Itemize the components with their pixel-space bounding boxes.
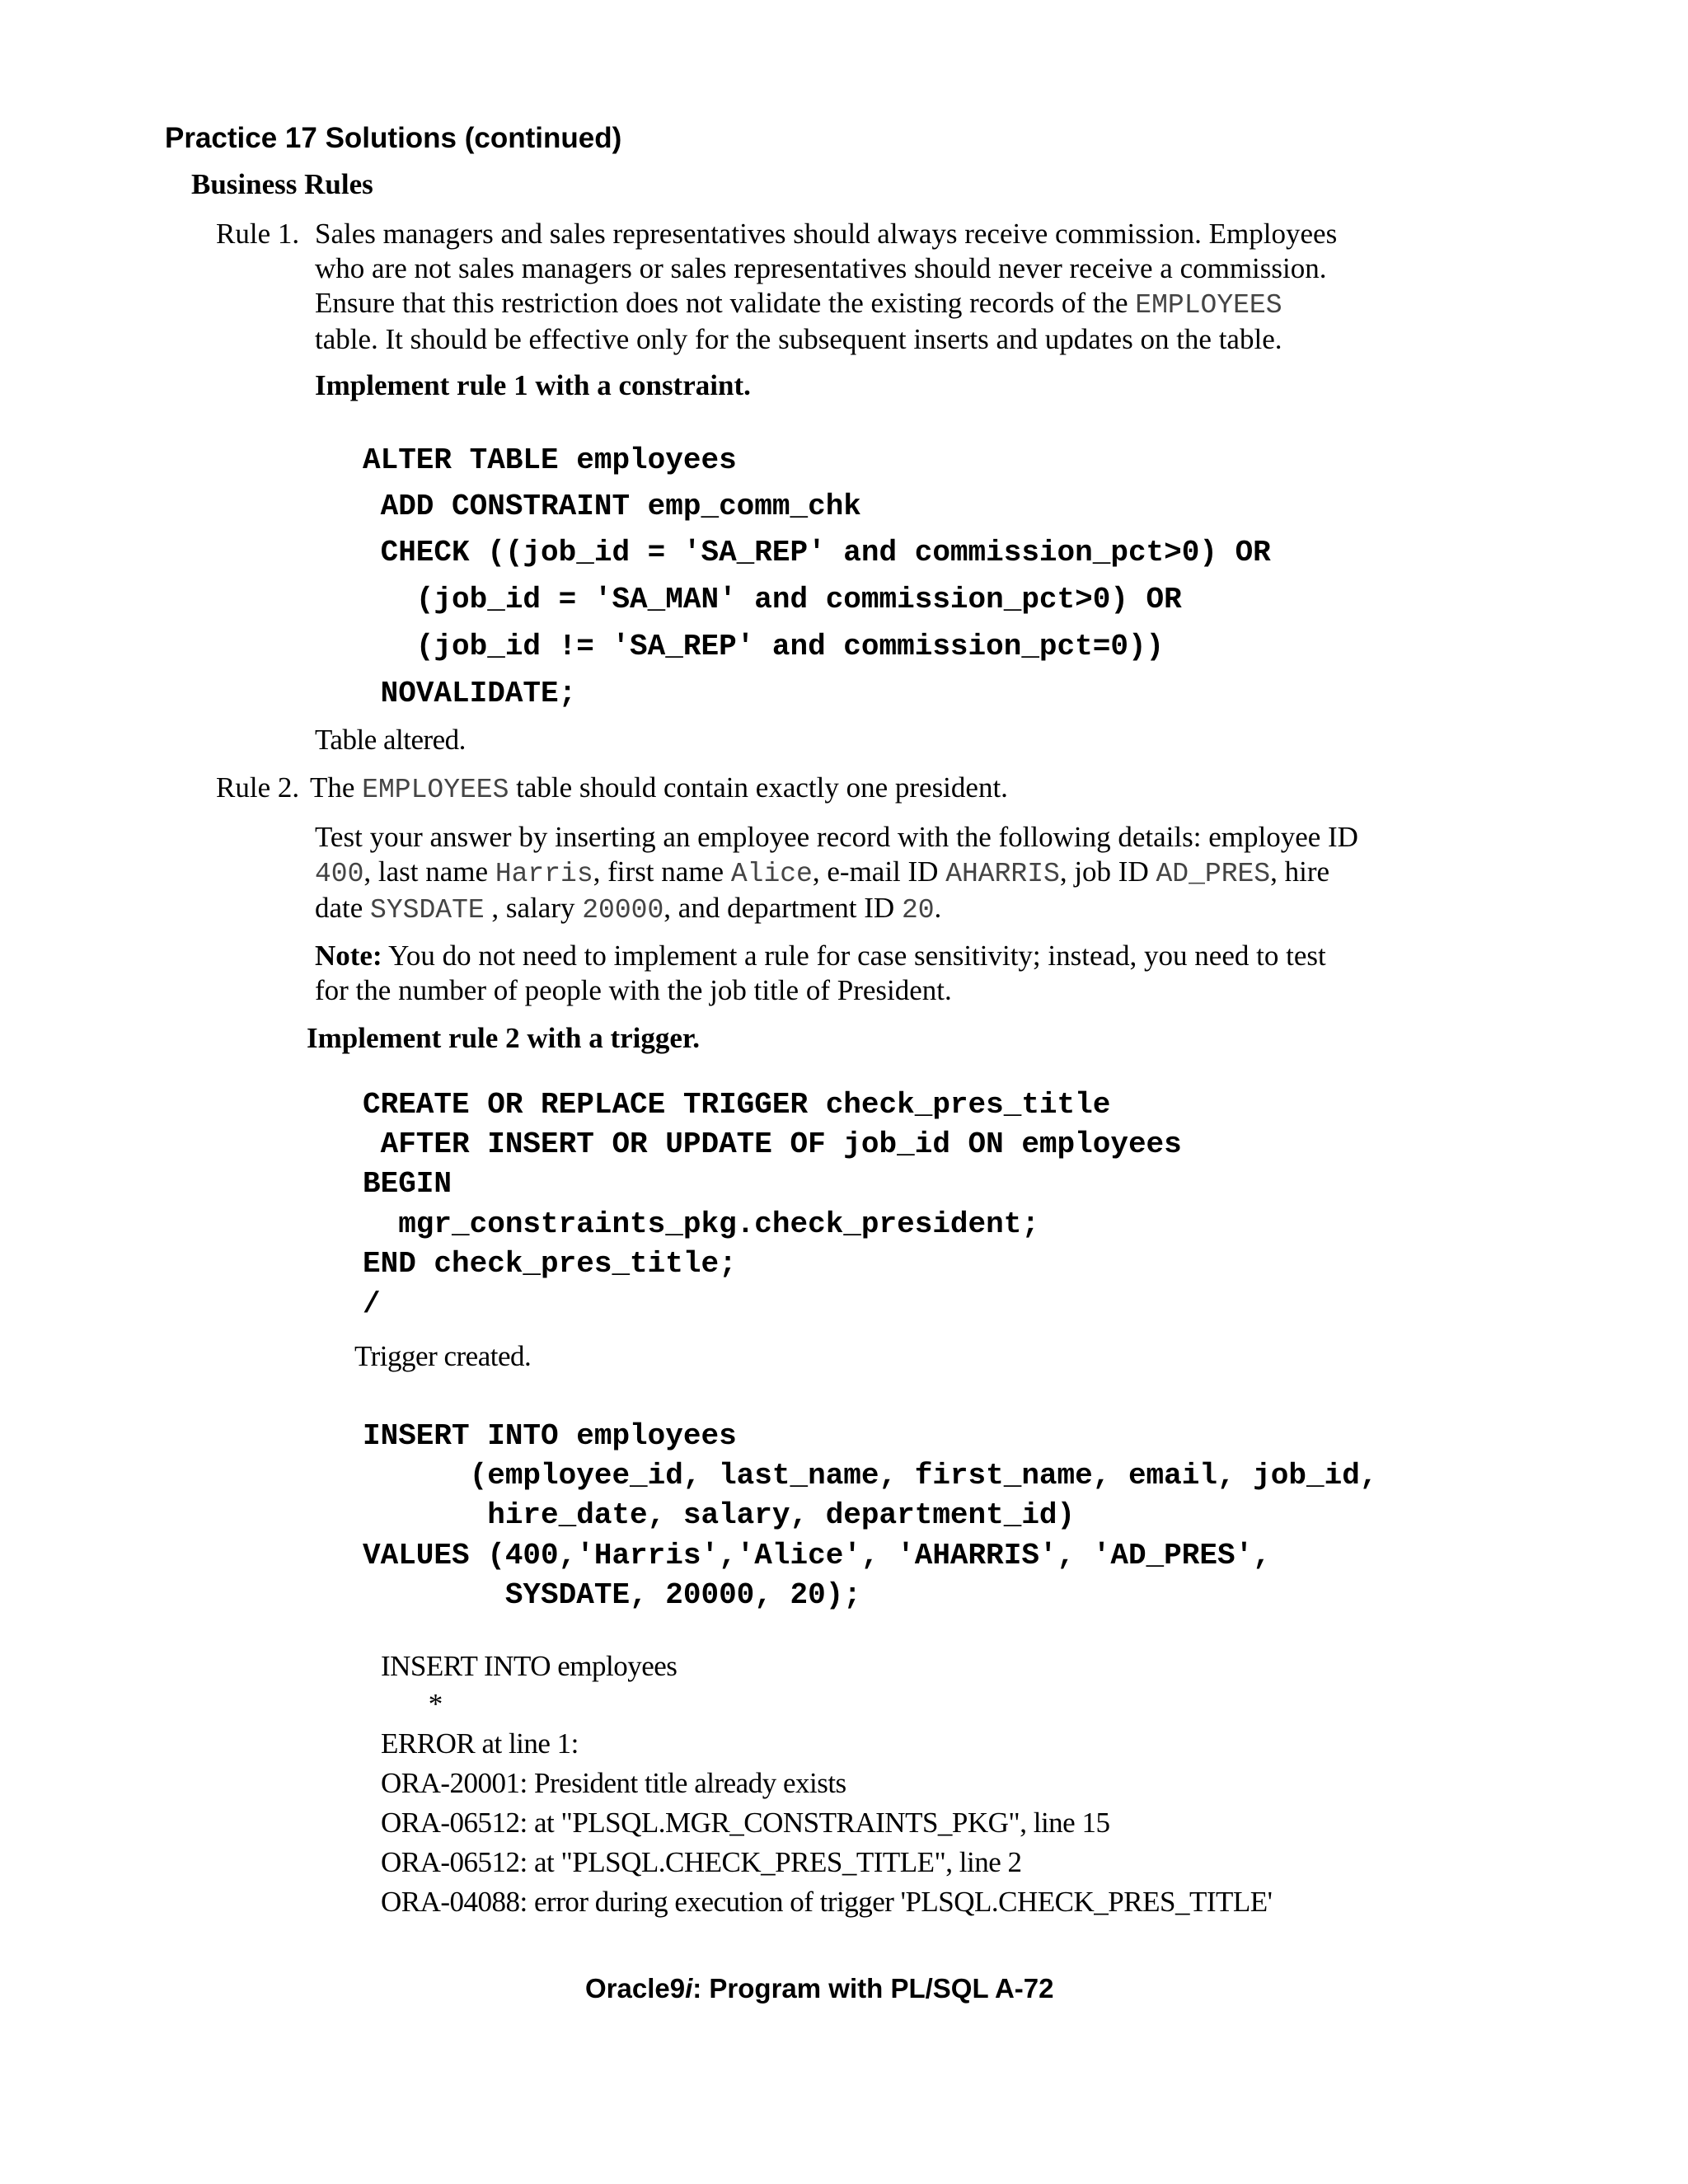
code-line: BEGIN xyxy=(363,1167,452,1201)
code-value: SYSDATE xyxy=(370,895,485,926)
note-line-2: for the number of people with the job title of President. xyxy=(315,974,952,1006)
code-value: Alice xyxy=(730,859,813,889)
rule-2-line-1 xyxy=(310,770,1008,808)
code-value: 20000 xyxy=(582,895,664,926)
note-label: Note: xyxy=(315,940,382,972)
code-line: (job_id = 'SA_MAN' and commission_pct>0) OR xyxy=(363,583,1182,616)
note-line-1 xyxy=(315,938,1326,974)
test-text: , e-mail ID xyxy=(812,855,946,888)
rule-1-implement: Implement rule 1 with a constraint. xyxy=(315,369,751,401)
test-line-1: Test your answer by inserting an employee record with the following details: employee ID xyxy=(315,821,1358,853)
rule-1-line-1: Sales managers and sales representatives should always receive commission. Employees xyxy=(315,218,1338,250)
code-line: (employee_id, last_name, first_name, email, job_id, xyxy=(363,1459,1378,1493)
output-table-altered: Table altered. xyxy=(315,724,466,756)
rule-1-line-3 xyxy=(315,285,1282,324)
test-text: , salary xyxy=(484,892,583,924)
code-line: INSERT INTO employees xyxy=(363,1419,737,1453)
footer-text: Oracle9 xyxy=(585,1973,686,2004)
code-line: / xyxy=(363,1287,381,1321)
output-line: ORA-06512: at "PLSQL.CHECK_PRES_TITLE", line 2 xyxy=(381,1846,1022,1878)
page-header: Practice 17 Solutions (continued) xyxy=(165,122,622,154)
test-text: , last name xyxy=(363,855,495,888)
output-line: ERROR at line 1: xyxy=(381,1727,579,1760)
output-line: ORA-04088: error during execution of trigger 'PLSQL.CHECK_PRES_TITLE' xyxy=(381,1886,1273,1918)
code-line: SYSDATE, 20000, 20); xyxy=(363,1578,861,1612)
rule-1-line-2: who are not sales managers or sales representatives should never receive a commission. xyxy=(315,252,1327,284)
page-footer xyxy=(585,1973,1054,2004)
rule-1-line-3-text: Ensure that this restriction does not validate the existing records of the xyxy=(315,287,1136,319)
code-line: (job_id != 'SA_REP' and commission_pct=0)) xyxy=(363,630,1165,663)
code-value: AD_PRES xyxy=(1156,859,1271,889)
employees-code: EMPLOYEES xyxy=(362,775,509,805)
test-text: , and department ID xyxy=(663,892,902,924)
employees-code: EMPLOYEES xyxy=(1135,290,1282,321)
code-line: ADD CONSTRAINT emp_comm_chk xyxy=(363,490,861,523)
code-value: Harris xyxy=(495,859,593,889)
code-line: mgr_constraints_pkg.check_president; xyxy=(363,1207,1039,1241)
rule-2-implement: Implement rule 2 with a trigger. xyxy=(307,1022,700,1054)
code-line: AFTER INSERT OR UPDATE OF job_id ON employees xyxy=(363,1127,1182,1161)
output-line: ORA-06512: at "PLSQL.MGR_CONSTRAINTS_PKG", line 15 xyxy=(381,1807,1110,1839)
test-text: date xyxy=(315,892,371,924)
code-line: CREATE OR REPLACE TRIGGER check_pres_title xyxy=(363,1088,1111,1122)
code-value: 20 xyxy=(901,895,935,926)
footer-italic: i xyxy=(685,1973,693,2004)
rule-2-text: table should contain exactly one president. xyxy=(509,771,1008,804)
rule-2-label: Rule 2. xyxy=(216,771,300,804)
footer-text: : Program with PL/SQL A-72 xyxy=(692,1973,1054,2004)
test-line-3 xyxy=(315,890,941,929)
output-trigger-created: Trigger created. xyxy=(354,1340,532,1372)
rule-1-line-4: table. It should be effective only for the subsequent inserts and updates on the table. xyxy=(315,323,1282,355)
test-text: , job ID xyxy=(1059,855,1156,888)
test-text: , first name xyxy=(593,855,731,888)
test-line-2 xyxy=(315,854,1329,893)
rule-1-label: Rule 1. xyxy=(216,218,300,250)
section-title: Business Rules xyxy=(191,168,373,200)
output-line: INSERT INTO employees xyxy=(381,1650,678,1682)
output-line: * xyxy=(381,1688,443,1720)
test-text: , hire xyxy=(1270,855,1330,888)
code-value: 400 xyxy=(315,859,364,889)
code-line: VALUES (400,'Harris','Alice', 'AHARRIS', 'AD_PRES', xyxy=(363,1539,1271,1572)
code-line: hire_date, salary, department_id) xyxy=(363,1498,1076,1532)
note-text: You do not need to implement a rule for case sensitivity; instead, you need to test xyxy=(382,940,1326,972)
code-line: END check_pres_title; xyxy=(363,1247,737,1281)
code-line: NOVALIDATE; xyxy=(363,677,577,710)
test-text: . xyxy=(934,892,942,924)
code-line: ALTER TABLE employees xyxy=(363,443,737,477)
output-line: ORA-20001: President title already exists xyxy=(381,1767,846,1799)
code-value: AHARRIS xyxy=(945,859,1060,889)
code-line: CHECK ((job_id = 'SA_REP' and commission_pct>0) OR xyxy=(363,536,1271,569)
rule-2-text: The xyxy=(310,771,363,804)
